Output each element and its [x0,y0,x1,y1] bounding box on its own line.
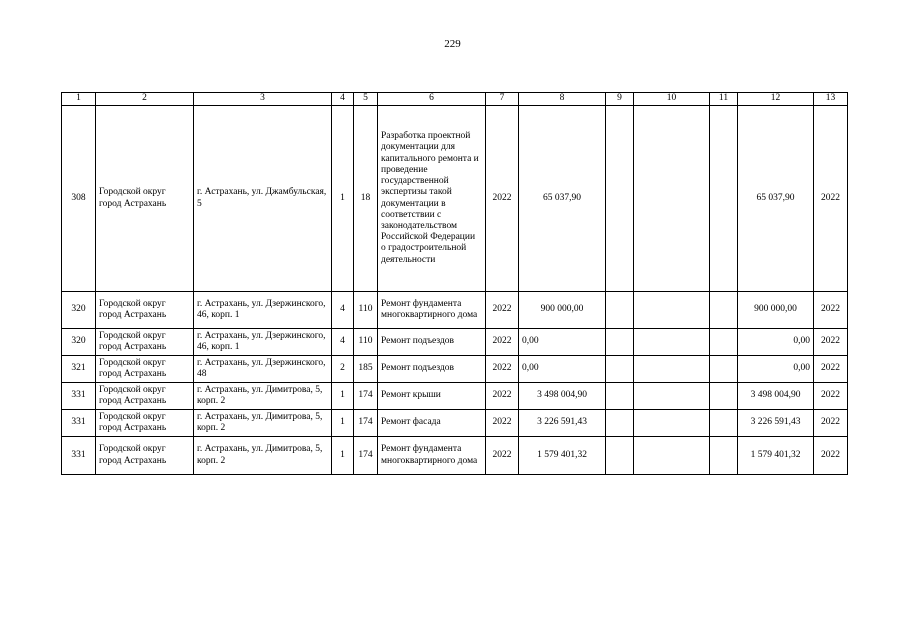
column-header: 4 [332,93,354,106]
column-header: 12 [738,93,814,106]
table-row [62,356,848,383]
col4-cell: 4 [332,292,354,329]
column-header: 8 [519,93,606,106]
cost-cell: 3 498 004,90 [519,383,606,410]
col12-cell: 65 037,90 [738,106,814,292]
column-header: 2 [96,93,194,106]
col5-cell: 174 [354,410,378,437]
row-number-cell: 320 [62,329,96,356]
col11-cell [710,329,738,356]
work-type-cell: Разработка проектной документации для капитального ремонта и проведение государственной экспертизы такой документации в соответствии с законодательством Российской Федерации о градостроительной деятельности [378,106,486,292]
address-cell: г. Астрахань, ул. Дзержинского, 46, корп. 1 [194,329,332,356]
year-cell: 2022 [486,383,519,410]
work-type-cell: Ремонт фундамента многоквартирного дома [378,292,486,329]
column-header: 13 [814,93,848,106]
col5-cell: 110 [354,329,378,356]
end-year-cell: 2022 [814,356,848,383]
table-row [62,437,848,475]
municipality-cell: Городской округ город Астрахань [96,329,194,356]
col5-cell: 174 [354,437,378,475]
municipality-cell: Городской округ город Астрахань [96,410,194,437]
col11-cell [710,410,738,437]
col9-cell [606,106,634,292]
page-number: 229 [444,38,461,50]
col4-cell: 2 [332,356,354,383]
column-number-row [62,93,848,106]
year-cell: 2022 [486,410,519,437]
col4-cell: 1 [332,437,354,475]
col9-cell [606,437,634,475]
municipality-cell: Городской округ город Астрахань [96,292,194,329]
column-header: 7 [486,93,519,106]
column-header: 5 [354,93,378,106]
year-cell: 2022 [486,106,519,292]
col4-cell: 4 [332,329,354,356]
row-number-cell: 331 [62,383,96,410]
table-row [62,329,848,356]
year-cell: 2022 [486,292,519,329]
col12-cell: 3 226 591,43 [738,410,814,437]
col5-cell: 174 [354,383,378,410]
col12-cell: 900 000,00 [738,292,814,329]
cost-cell: 900 000,00 [519,292,606,329]
col10-cell [634,437,710,475]
col4-cell: 1 [332,410,354,437]
col5-cell: 110 [354,292,378,329]
col12-cell: 3 498 004,90 [738,383,814,410]
col9-cell [606,356,634,383]
repair-register-table [61,92,848,475]
col9-cell [606,292,634,329]
work-type-cell: Ремонт подъездов [378,329,486,356]
cost-cell: 0,00 [519,356,606,383]
column-header: 10 [634,93,710,106]
address-cell: г. Астрахань, ул. Дзержинского, 46, корп. 1 [194,292,332,329]
col10-cell [634,106,710,292]
address-cell: г. Астрахань, ул. Джамбульская, 5 [194,106,332,292]
column-header: 1 [62,93,96,106]
column-header: 11 [710,93,738,106]
end-year-cell: 2022 [814,383,848,410]
address-cell: г. Астрахань, ул. Димитрова, 5, корп. 2 [194,383,332,410]
cost-cell: 0,00 [519,329,606,356]
end-year-cell: 2022 [814,329,848,356]
col10-cell [634,329,710,356]
address-cell: г. Астрахань, ул. Дзержинского, 48 [194,356,332,383]
end-year-cell: 2022 [814,410,848,437]
col10-cell [634,356,710,383]
col11-cell [710,437,738,475]
work-type-cell: Ремонт фасада [378,410,486,437]
municipality-cell: Городской округ город Астрахань [96,437,194,475]
row-number-cell: 321 [62,356,96,383]
row-number-cell: 308 [62,106,96,292]
col9-cell [606,383,634,410]
year-cell: 2022 [486,329,519,356]
table-row [62,410,848,437]
col9-cell [606,329,634,356]
col12-cell: 0,00 [738,356,814,383]
col10-cell [634,292,710,329]
table-row [62,106,848,292]
col5-cell: 18 [354,106,378,292]
municipality-cell: Городской округ город Астрахань [96,356,194,383]
cost-cell: 1 579 401,32 [519,437,606,475]
col4-cell: 1 [332,383,354,410]
address-cell: г. Астрахань, ул. Димитрова, 5, корп. 2 [194,410,332,437]
address-cell: г. Астрахань, ул. Димитрова, 5, корп. 2 [194,437,332,475]
col10-cell [634,383,710,410]
row-number-cell: 331 [62,437,96,475]
column-header: 9 [606,93,634,106]
col11-cell [710,356,738,383]
row-number-cell: 331 [62,410,96,437]
cost-cell: 65 037,90 [519,106,606,292]
end-year-cell: 2022 [814,292,848,329]
table-row [62,383,848,410]
municipality-cell: Городской округ город Астрахань [96,383,194,410]
column-header: 6 [378,93,486,106]
work-type-cell: Ремонт крыши [378,383,486,410]
end-year-cell: 2022 [814,437,848,475]
col11-cell [710,383,738,410]
row-number-cell: 320 [62,292,96,329]
column-header: 3 [194,93,332,106]
table-row [62,292,848,329]
col4-cell: 1 [332,106,354,292]
col10-cell [634,410,710,437]
col5-cell: 185 [354,356,378,383]
col9-cell [606,410,634,437]
work-type-cell: Ремонт фундамента многоквартирного дома [378,437,486,475]
cost-cell: 3 226 591,43 [519,410,606,437]
col12-cell: 0,00 [738,329,814,356]
end-year-cell: 2022 [814,106,848,292]
work-type-cell: Ремонт подъездов [378,356,486,383]
col11-cell [710,292,738,329]
col11-cell [710,106,738,292]
municipality-cell: Городской округ город Астрахань [96,106,194,292]
year-cell: 2022 [486,356,519,383]
year-cell: 2022 [486,437,519,475]
col12-cell: 1 579 401,32 [738,437,814,475]
